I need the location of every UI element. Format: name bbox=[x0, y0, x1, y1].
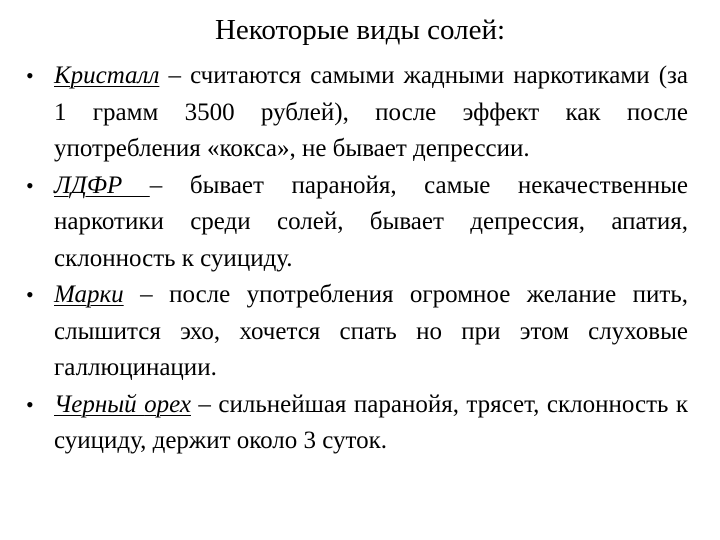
item-term: Черный bbox=[54, 390, 145, 418]
slide-title: Некоторые виды солей: bbox=[214, 14, 506, 46]
item-term: ЛДФР bbox=[54, 171, 150, 199]
bullet-icon: • bbox=[26, 282, 34, 307]
bullet-icon: • bbox=[26, 63, 34, 88]
item-term: Кристалл bbox=[54, 62, 160, 89]
item-text: – бывает паранойя, самые некачественные наркотики среди солей, бывает депрессия, апатия, склонность к суициду. bbox=[54, 171, 688, 272]
item-text: – считаются самыми жадными наркотиками (за 1 грамм 3500 рублей), после эффект как после употребления «кокса», не бывает депрессии. bbox=[54, 62, 688, 162]
list-item-kristall bbox=[0, 58, 720, 168]
list-item-cherny-orekh bbox=[0, 387, 720, 460]
salt-types-list bbox=[0, 58, 720, 460]
bullet-icon: • bbox=[26, 172, 34, 198]
item-term: Марки bbox=[54, 281, 124, 308]
item-text: – сильнейшая паранойя, трясет, склонность к суициду, держит около 3 суток. bbox=[54, 390, 688, 454]
item-text: – после употребления огромное желание пить, слышится эхо, хочется спать но при этом слуховые галлюцинации. bbox=[54, 281, 688, 381]
item-term-second: орех bbox=[144, 390, 191, 418]
list-item-ldfr bbox=[0, 168, 720, 278]
bullet-icon: • bbox=[26, 391, 34, 417]
list-item-marki bbox=[0, 277, 720, 387]
